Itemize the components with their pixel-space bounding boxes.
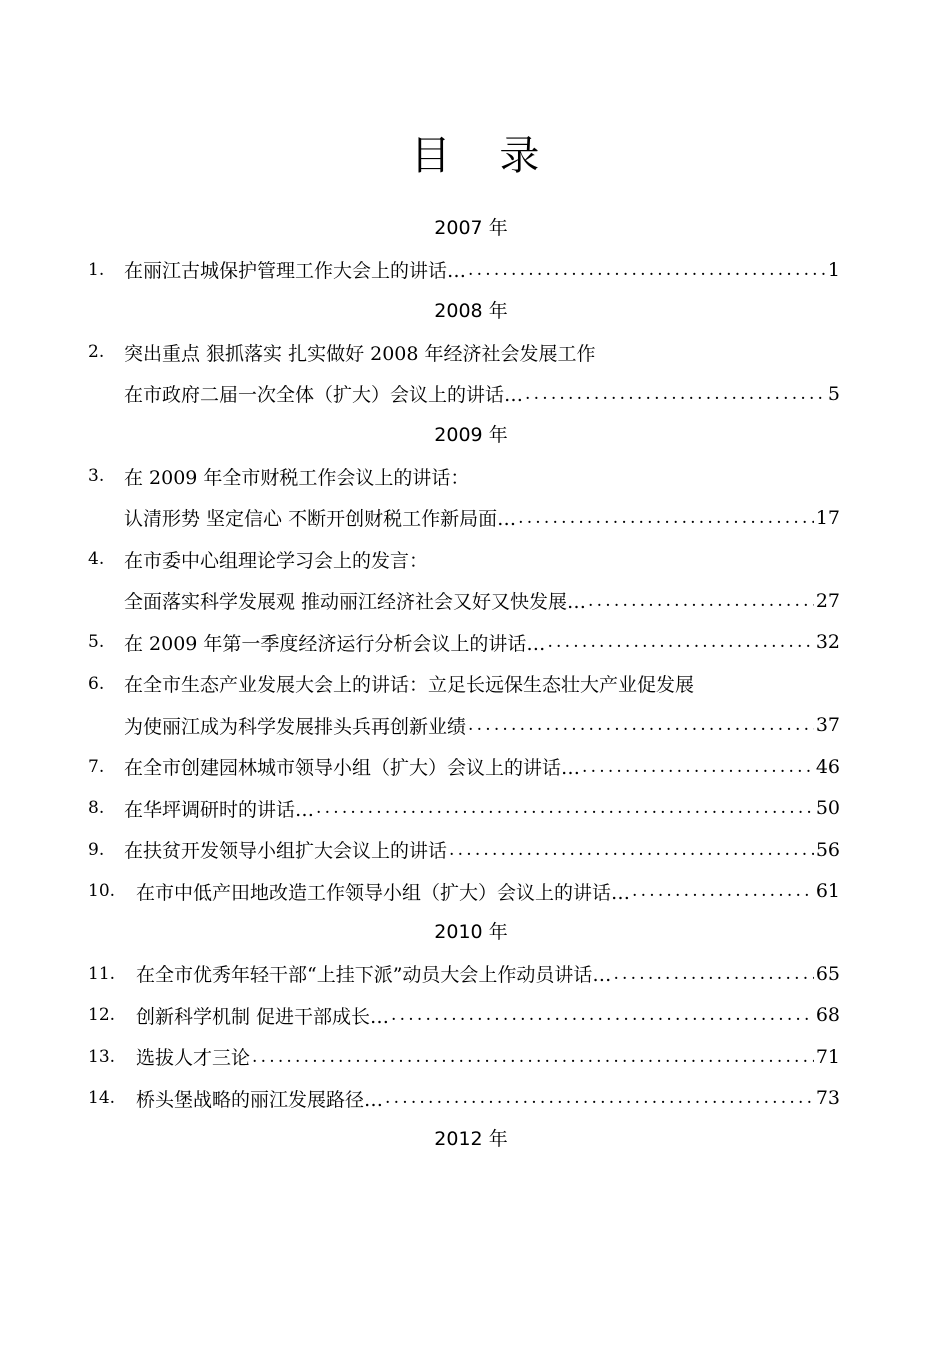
page-number: 17	[815, 506, 840, 529]
toc-entry[interactable]	[88, 580, 840, 622]
toc-entry[interactable]	[88, 995, 840, 1037]
year-heading: 2007 年	[434, 217, 508, 239]
entry-title: 全面落实科学发展观 推动丽江经济社会又好又快发展…	[124, 591, 587, 614]
dot-leader	[468, 715, 814, 735]
toc-entry[interactable]	[88, 539, 840, 581]
year-heading: 2010 年	[434, 921, 508, 943]
dot-leader	[588, 591, 814, 611]
dot-leader	[632, 881, 814, 901]
dot-leader	[449, 840, 814, 860]
toc-entry[interactable]	[88, 1078, 840, 1120]
toc-entry[interactable]	[88, 622, 840, 664]
entry-title: 在扶贫开发领导小组扩大会议上的讲话	[124, 840, 448, 863]
toc-entry[interactable]	[88, 663, 840, 705]
page-number: 61	[815, 880, 840, 903]
entry-number: 2.	[88, 342, 105, 363]
entry-title: 在市政府二届一次全体（扩大）会议上的讲话…	[124, 384, 524, 407]
entry-title: 在华坪调研时的讲话…	[124, 798, 315, 821]
entry-number: 13.	[88, 1046, 116, 1067]
entry-title: 在全市创建园林城市领导小组（扩大）会议上的讲话…	[124, 757, 581, 780]
page-number: 71	[815, 1045, 840, 1068]
entry-number: 9.	[88, 839, 105, 860]
page-number: 5	[827, 382, 840, 405]
entry-title: 创新科学机制 促进干部成长…	[136, 1005, 390, 1028]
dot-leader	[518, 508, 814, 528]
toc-entry[interactable]	[88, 373, 840, 415]
toc-entry[interactable]	[88, 705, 840, 747]
table-of-contents	[88, 208, 840, 1160]
entry-title: 突出重点 狠抓落实 扎实做好 2008 年经济社会发展工作	[124, 342, 596, 365]
dot-leader	[316, 798, 814, 818]
toc-entry[interactable]	[88, 871, 840, 913]
entry-number: 8.	[88, 798, 105, 819]
toc-entry[interactable]	[88, 746, 840, 788]
entry-title: 在市中低产田地改造工作领导小组（扩大）会议上的讲话…	[136, 881, 631, 904]
page-number: 56	[815, 838, 840, 861]
entry-number: 10.	[88, 881, 116, 902]
dot-leader	[525, 384, 826, 404]
entry-title: 桥头堡战略的丽江发展路径…	[136, 1088, 384, 1111]
dot-leader	[385, 1088, 814, 1108]
page-number: 27	[815, 589, 840, 612]
entry-title: 在 2009 年全市财税工作会议上的讲话：	[124, 466, 470, 489]
toc-entry[interactable]	[88, 788, 840, 830]
entry-number: 6.	[88, 673, 105, 694]
dot-leader	[252, 1047, 814, 1067]
dot-leader	[391, 1005, 814, 1025]
page-number: 73	[815, 1087, 840, 1110]
toc-entry[interactable]	[88, 829, 840, 871]
entry-number: 1.	[88, 259, 105, 280]
entry-number: 4.	[88, 549, 105, 570]
entry-title: 选拔人才三论	[136, 1047, 251, 1070]
page-number: 32	[815, 631, 840, 654]
dot-leader	[468, 260, 826, 280]
page-number: 68	[815, 1004, 840, 1027]
entry-title: 在丽江古城保护管理工作大会上的讲话…	[124, 260, 467, 283]
page-title: 目 录	[410, 133, 558, 179]
entry-title: 在全市优秀年轻干部“上挂下派”动员大会上作动员讲话…	[136, 964, 612, 987]
entry-title: 在全市生态产业发展大会上的讲话：立足长远保生态壮大产业促发展	[124, 674, 695, 697]
entry-title: 在市委中心组理论学习会上的发言：	[124, 549, 429, 572]
page-number: 65	[815, 962, 840, 985]
toc-entry[interactable]	[88, 249, 840, 291]
page-number: 37	[815, 714, 840, 737]
entry-number: 5.	[88, 632, 105, 653]
toc-entry[interactable]	[88, 1036, 840, 1078]
entry-number: 12.	[88, 1005, 116, 1026]
entry-title: 认清形势 坚定信心 不断开创财税工作新局面…	[124, 508, 517, 531]
year-heading: 2012 年	[434, 1128, 508, 1150]
page-number: 46	[815, 755, 840, 778]
page-number: 50	[815, 797, 840, 820]
entry-number: 14.	[88, 1088, 116, 1109]
dot-leader	[613, 964, 813, 984]
toc-entry[interactable]	[88, 456, 840, 498]
page-number: 1	[827, 258, 840, 281]
toc-entry[interactable]	[88, 953, 840, 995]
year-heading: 2008 年	[434, 299, 508, 322]
entry-number: 7.	[88, 756, 105, 777]
entry-title: 为使丽江成为科学发展排头兵再创新业绩	[124, 715, 467, 738]
toc-entry[interactable]	[88, 497, 840, 539]
entry-number: 11.	[88, 963, 116, 984]
toc-entry[interactable]	[88, 332, 840, 374]
entry-number: 3.	[88, 466, 105, 487]
entry-title: 在 2009 年第一季度经济运行分析会议上的讲话…	[124, 632, 546, 655]
dot-leader	[547, 632, 813, 652]
dot-leader	[582, 757, 814, 777]
year-heading: 2009 年	[434, 423, 508, 446]
